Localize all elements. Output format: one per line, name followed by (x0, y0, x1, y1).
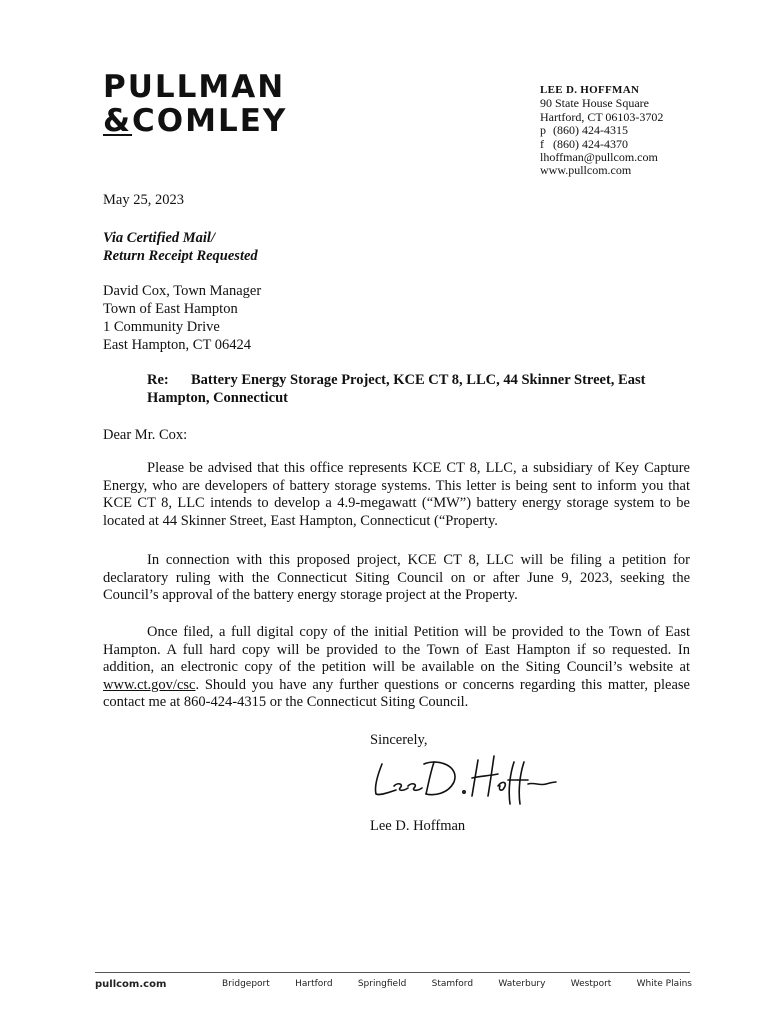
body-paragraph-1: Please be advised that this office represents KCE CT 8, LLC, a subsidiary of Key Capture Energy, who are developers of battery storage systems. This letter is being sent to inform you that KCE CT 8, LLC intends to develop a 4.9-megawatt (“MW”) battery energy storage system to be located at 44 Skinner Street, East Hampton, Connecticut (“Property. (103, 460, 690, 529)
subject-text: Battery Energy Storage Project, KCE CT 8, LLC, 44 Skinner Street, East Hampton, Connecticut (147, 372, 646, 406)
recipient-line-1: David Cox, Town Manager (103, 283, 262, 299)
sender-email[interactable]: lhoffman@pullcom.com (540, 150, 658, 165)
footer-office: Springfield (357, 979, 407, 989)
delivery-method (103, 229, 258, 265)
subject-line (147, 371, 692, 407)
footer (95, 979, 692, 990)
footer-office: Waterbury (498, 979, 546, 989)
logo-line-pullman: PULLMAN (103, 69, 286, 105)
sender-city: Hartford, CT 06103-3702 (540, 109, 664, 124)
logo-comley-text: COMLEY (132, 103, 288, 139)
sender-phone: (860) 424-4315 (553, 123, 628, 138)
sender-fax-row (540, 138, 663, 151)
recipient-line-4: East Hampton, CT 06424 (103, 337, 251, 353)
sender-contact-block (540, 84, 663, 178)
logo-line-comley (103, 104, 293, 138)
footer-divider (95, 972, 690, 973)
letter-date: May 25, 2023 (103, 192, 184, 208)
sender-street: 90 State House Square (540, 96, 649, 111)
recipient-address (103, 282, 261, 354)
sender-fax: (860) 424-4370 (553, 136, 628, 151)
salutation: Dear Mr. Cox: (103, 427, 188, 443)
firm-logo (103, 70, 293, 138)
sender-name: LEE D. HOFFMAN (540, 84, 640, 96)
paragraph-3-part-a: Once filed, a full digital copy of the initial Petition will be provided to the Town of East Hampton. A full hard copy will be provided to the Town of East Hampton if so requested. In addition, an electronic copy of the petition will be available on the Siting Council’s website at (103, 624, 690, 675)
siting-council-link[interactable]: www.ct.gov/csc (103, 676, 196, 693)
footer-office: Bridgeport (222, 979, 270, 989)
fax-prefix: f (540, 136, 544, 151)
subject-label: Re: (147, 372, 169, 388)
footer-office-list (222, 979, 692, 990)
footer-website[interactable]: pullcom.com (95, 979, 167, 990)
sender-website[interactable]: www.pullcom.com (540, 163, 632, 178)
footer-office: Hartford (295, 979, 333, 989)
recipient-line-2: Town of East Hampton (103, 301, 238, 317)
delivery-line-1: Via Certified Mail/ (103, 230, 215, 246)
recipient-line-3: 1 Community Drive (103, 319, 220, 335)
closing: Sincerely, (370, 732, 428, 748)
footer-office: Stamford (431, 979, 474, 989)
logo-ampersand: & (103, 103, 133, 139)
footer-office: Westport (570, 979, 612, 989)
handwritten-signature (368, 750, 558, 810)
body-paragraph-3 (103, 624, 690, 712)
sender-phone-row (540, 124, 663, 137)
body-paragraph-2: In connection with this proposed project, KCE CT 8, LLC will be filing a petition for declaratory ruling with the Connecticut Siting Council on or after June 9, 2023, seeking the Council’s approval of the battery energy storage project at the Property. (103, 552, 690, 603)
footer-office: White Plains (636, 979, 692, 989)
delivery-line-2: Return Receipt Requested (103, 248, 258, 264)
signer-name: Lee D. Hoffman (370, 818, 466, 834)
phone-prefix: p (540, 123, 546, 138)
paragraph-3-part-b: . Should you have any further questions or concerns regarding this matter, please contact me at 860-424-4315 or the Connecticut Siting Council. (103, 676, 690, 710)
